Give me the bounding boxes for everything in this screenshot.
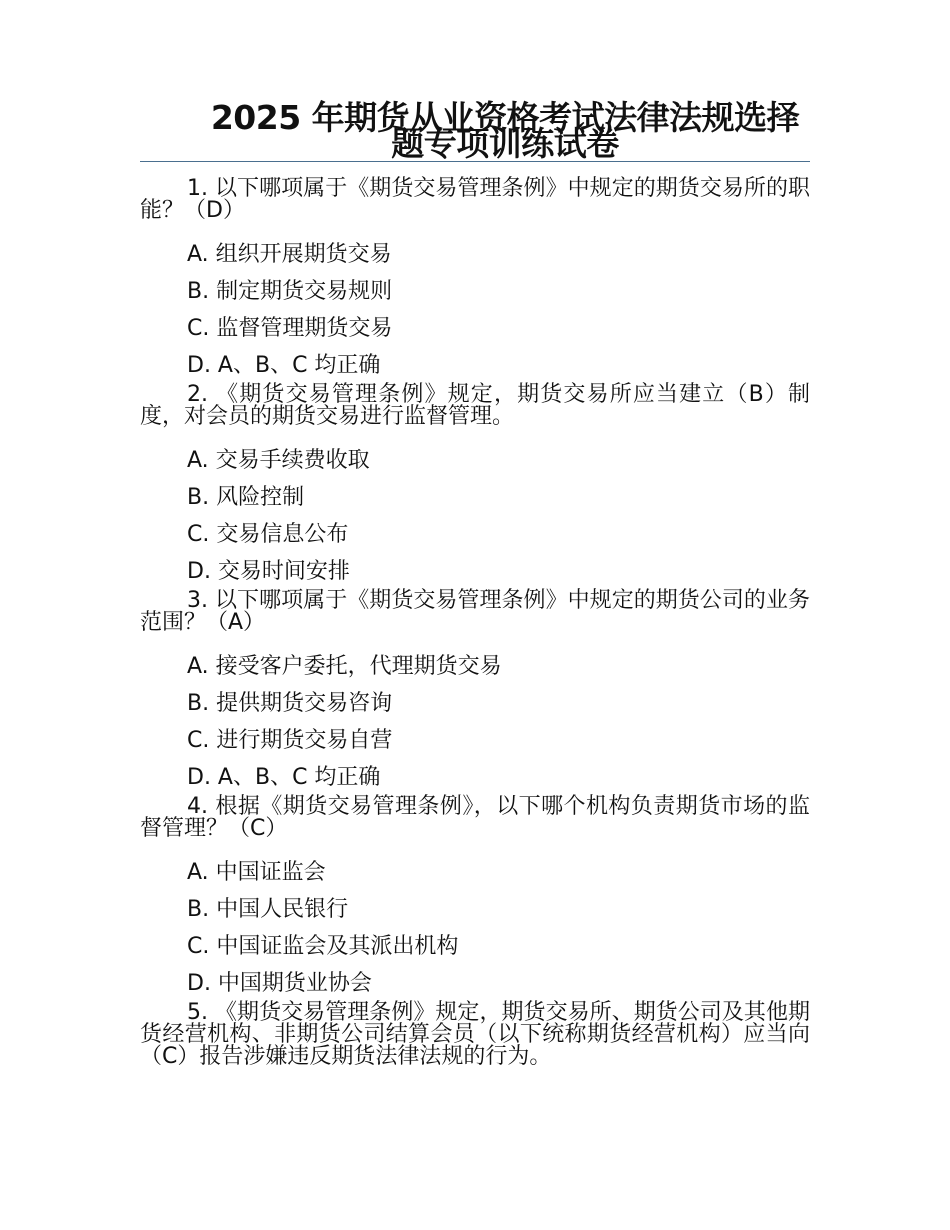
option-d: D. 中国期货业协会	[187, 971, 372, 996]
option-c: C. 监督管理期货交易	[187, 316, 393, 341]
question-text: 4. 根据《期货交易管理条例》，以下哪个机构负责期货市场的监督管理？（C）	[140, 794, 810, 841]
option-b: B. 中国人民银行	[187, 897, 349, 922]
option-c: C. 交易信息公布	[187, 522, 349, 547]
option-b: B. 制定期货交易规则	[187, 279, 393, 304]
option-d: D. A、B、C 均正确	[187, 765, 381, 790]
option-a: A. 中国证监会	[187, 860, 326, 885]
option-d: D. A、B、C 均正确	[187, 353, 381, 378]
option-b: B. 风险控制	[187, 485, 305, 510]
question-5	[140, 1002, 810, 1068]
question-4	[140, 796, 810, 1002]
option-d: D. 交易时间安排	[187, 559, 350, 584]
option-a: A. 交易手续费收取	[187, 448, 370, 473]
question-text: 1. 以下哪项属于《期货交易管理条例》中规定的期货交易所的职能？（D）	[140, 176, 810, 223]
document-title: 2025 年期货从业资格考试法律法规选择题专项训练试卷	[210, 98, 800, 163]
option-c: C. 进行期货交易自营	[187, 728, 393, 753]
option-c: C. 中国证监会及其派出机构	[187, 934, 459, 959]
question-1	[140, 178, 810, 384]
question-list	[140, 178, 810, 1082]
question-text: 3. 以下哪项属于《期货交易管理条例》中规定的期货公司的业务范围？（A）	[140, 588, 810, 635]
title-divider	[140, 161, 810, 162]
option-b: B. 提供期货交易咨询	[187, 691, 393, 716]
question-text: 2. 《期货交易管理条例》规定，期货交易所应当建立（B）制度，对会员的期货交易进行监督管理。	[140, 382, 810, 429]
option-a: A. 组织开展期货交易	[187, 242, 392, 267]
question-3	[140, 590, 810, 796]
question-text: 5. 《期货交易管理条例》规定，期货交易所、期货公司及其他期货经营机构、非期货公司结算会员（以下统称期货经营机构）应当向（C）报告涉嫌违反期货法律法规的行为。	[140, 1000, 810, 1069]
option-a: A. 接受客户委托，代理期货交易	[187, 654, 502, 679]
question-2	[140, 384, 810, 590]
